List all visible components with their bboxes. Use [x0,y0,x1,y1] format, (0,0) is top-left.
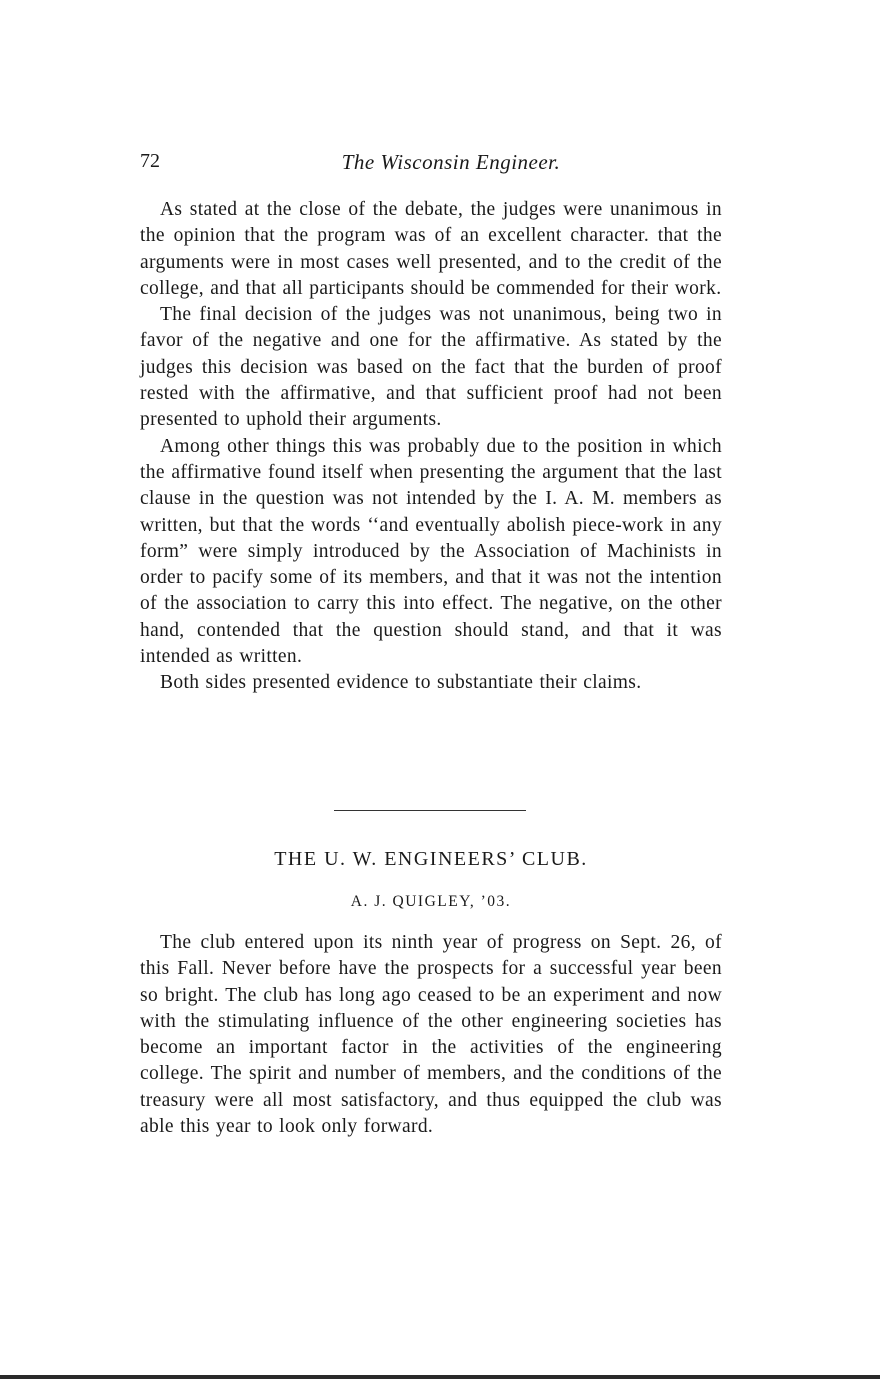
section-divider [334,810,526,811]
page-number: 72 [140,150,160,172]
page-header [140,150,722,180]
paragraph: The final decision of the judges was not unanimous, being two in favor of the negative and one for the affirmative. As stated by the judges this decision was based on the fact that the burden of proof rested with the affirmative, and that sufficient proof had not been presented to uphold their arguments. [140,304,722,431]
paragraph: Both sides presented evidence to substantiate their claims. [160,672,642,694]
section-heading: THE U. W. ENGINEERS’ CLUB. [274,848,588,870]
paragraph: The club entered upon its ninth year of progress on Sept. 26, of this Fall. Never before have the prospects for a successful year been so bright. The club has long ago ceased to be an experiment and now with the stimulating influence of the other engineering societies has become an important factor in the activities of the engineering college. The spirit and number of members, and the conditions of the treasury were all most satisfactory, and thus equipped the club was able this year to look only forward. [140,932,722,1138]
running-title: The Wisconsin Engineer. [341,150,561,174]
scan-bottom-edge [0,1375,880,1379]
paragraph: As stated at the close of the debate, the judges were unanimous in the opinion that the program was of an excellent character. that the arguments were in most cases well presented, and to the credit of the college, and that all participants should be commended for their work. [140,199,722,299]
paragraph: Among other things this was probably due to the position in which the affirmative found itself when presenting the argument that the last clause in the question was not intended by the I. A. M. members as written, but that the words ‘‘and eventually abolish piece-work in any form” were simply introduced by the Association of Machinists in order to pacify some of its members, and that it was not the intention of the association to carry this into effect. The negative, on the other hand, contended that the question should stand, and that it was intended as written. [140,435,722,668]
debate-section [140,197,722,697]
author-byline: A. J. QUIGLEY, ’03. [350,893,512,910]
club-section [140,930,722,1140]
